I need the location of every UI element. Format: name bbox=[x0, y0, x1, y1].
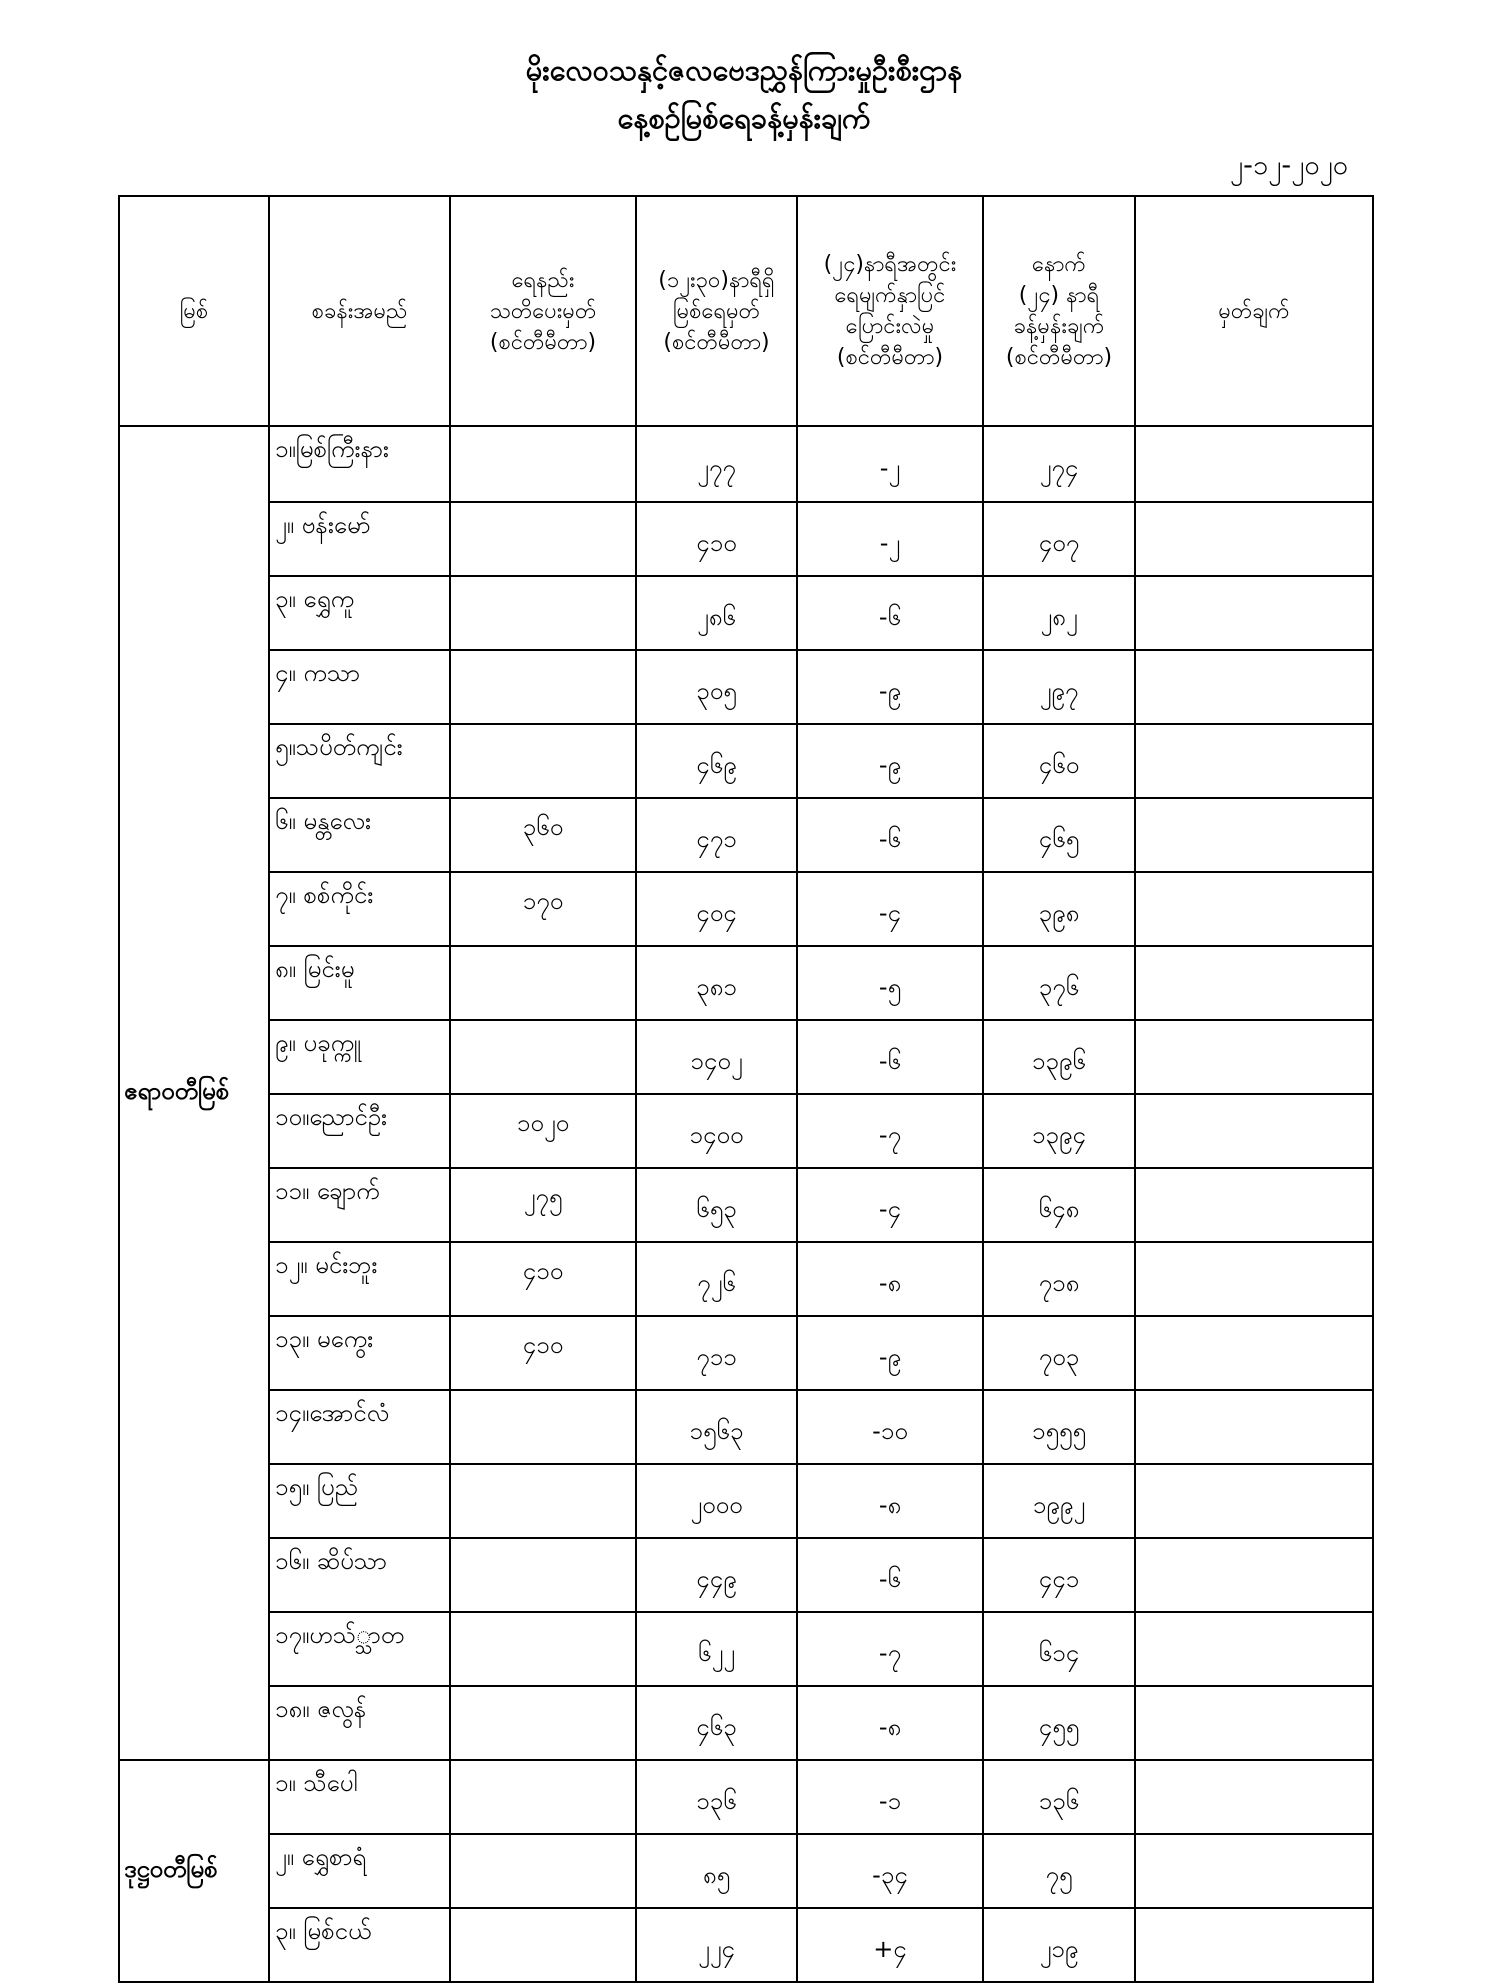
header-row bbox=[119, 196, 1373, 426]
change-cell: -၆ bbox=[797, 576, 983, 650]
water-level-cell: ၄၁၀ bbox=[636, 502, 797, 576]
column-header-line: ခန့်မှန်းချက် bbox=[1013, 314, 1105, 339]
change-cell: -၇ bbox=[797, 1094, 983, 1168]
table-row bbox=[119, 1834, 1373, 1908]
station-name-cell: ၁၅။ ပြည် bbox=[269, 1464, 450, 1538]
forecast-cell: ၆၁၄ bbox=[983, 1612, 1135, 1686]
remark-cell bbox=[1135, 724, 1373, 798]
station-name-cell: ၃။ မြစ်ငယ် bbox=[269, 1908, 450, 1982]
change-cell: -၉ bbox=[797, 1316, 983, 1390]
water-level-cell: ၆၅၃ bbox=[636, 1168, 797, 1242]
column-header-line: မြစ် bbox=[179, 298, 209, 324]
forecast-cell: ၂၉၇ bbox=[983, 650, 1135, 724]
column-header-warning-level bbox=[450, 196, 636, 426]
warning-level-cell: ၁၀၂၀ bbox=[450, 1094, 636, 1168]
remark-cell bbox=[1135, 1834, 1373, 1908]
water-level-cell: ၃၈၁ bbox=[636, 946, 797, 1020]
column-header-line: မှတ်ချက် bbox=[1218, 298, 1290, 324]
station-name-cell: ၈။ မြင်းမူ bbox=[269, 946, 450, 1020]
change-cell: -၁ bbox=[797, 1760, 983, 1834]
station-name-cell: ၄။ ကသာ bbox=[269, 650, 450, 724]
forecast-cell: ၁၃၉၄ bbox=[983, 1094, 1135, 1168]
forecast-cell: ၇၁၈ bbox=[983, 1242, 1135, 1316]
change-cell: -၅ bbox=[797, 946, 983, 1020]
change-cell: -၁၀ bbox=[797, 1390, 983, 1464]
station-name-cell: ၁၁။ ချောက် bbox=[269, 1168, 450, 1242]
water-level-cell: ၇၁၁ bbox=[636, 1316, 797, 1390]
forecast-cell: ၄၆၀ bbox=[983, 724, 1135, 798]
change-cell: -၈ bbox=[797, 1686, 983, 1760]
station-name-cell: ၁။ သီပေါ bbox=[269, 1760, 450, 1834]
column-header-line: ရေမျက်နှာပြင် bbox=[834, 283, 946, 308]
report-date: ၂-၁၂-၂၀၂၀ bbox=[1229, 150, 1348, 181]
water-level-cell: ၂၂၄ bbox=[636, 1908, 797, 1982]
warning-level-cell bbox=[450, 1760, 636, 1834]
table-body bbox=[119, 426, 1373, 1982]
station-name-cell: ၁၆။ ဆိပ်သာ bbox=[269, 1538, 450, 1612]
table-row bbox=[119, 1760, 1373, 1834]
water-level-cell: ၈၅ bbox=[636, 1834, 797, 1908]
table-row bbox=[119, 798, 1373, 872]
forecast-cell: ၁၃၉၆ bbox=[983, 1020, 1135, 1094]
table-row bbox=[119, 1094, 1373, 1168]
page-subtitle: နေ့စဉ်မြစ်ရေခန့်မှန်းချက် bbox=[617, 101, 871, 135]
table-row bbox=[119, 650, 1373, 724]
station-name-cell: ၁၇။ဟသ်္သာတ bbox=[269, 1612, 450, 1686]
remark-cell bbox=[1135, 872, 1373, 946]
water-level-cell: ၁၅၆၃ bbox=[636, 1390, 797, 1464]
change-cell: -၆ bbox=[797, 798, 983, 872]
column-header-line: (စင်တီမီတာ) bbox=[489, 329, 597, 355]
station-name-cell: ၁၄။အောင်လံ bbox=[269, 1390, 450, 1464]
water-level-cell: ၇၂၆ bbox=[636, 1242, 797, 1316]
forecast-cell: ၁၃၆ bbox=[983, 1760, 1135, 1834]
column-header-water-level bbox=[636, 196, 797, 426]
water-level-cell: ၃၀၅ bbox=[636, 650, 797, 724]
table-row bbox=[119, 1390, 1373, 1464]
forecast-cell: ၁၉၉၂ bbox=[983, 1464, 1135, 1538]
warning-level-cell: ၃၆၀ bbox=[450, 798, 636, 872]
station-name-cell: ၁၈။ ဇလွန် bbox=[269, 1686, 450, 1760]
water-level-cell: ၁၃၆ bbox=[636, 1760, 797, 1834]
warning-level-cell: ၁၇၀ bbox=[450, 872, 636, 946]
table-row bbox=[119, 1464, 1373, 1538]
forecast-cell: ၇၅ bbox=[983, 1834, 1135, 1908]
warning-level-cell bbox=[450, 426, 636, 502]
column-header-line: ပြောင်းလဲမှု bbox=[845, 314, 935, 339]
table-row bbox=[119, 1908, 1373, 1982]
page-title: မိုးလေဝသနှင့်ဇလဗေဒညွှန်ကြားမှုဦးစီးဌာန bbox=[525, 53, 963, 87]
forecast-cell: ၂၁၉ bbox=[983, 1908, 1135, 1982]
warning-level-cell bbox=[450, 946, 636, 1020]
forecast-cell: ၃၉၈ bbox=[983, 872, 1135, 946]
forecast-cell: ၇၀၃ bbox=[983, 1316, 1135, 1390]
column-header-line: မြစ်ရေမှတ် bbox=[672, 298, 761, 324]
change-cell: -၉ bbox=[797, 650, 983, 724]
table-row bbox=[119, 1020, 1373, 1094]
forecast-cell: ၄၆၅ bbox=[983, 798, 1135, 872]
remark-cell bbox=[1135, 1094, 1373, 1168]
table-row bbox=[119, 1538, 1373, 1612]
warning-level-cell bbox=[450, 1020, 636, 1094]
station-name-cell: ၆။ မန္တလေး bbox=[269, 798, 450, 872]
warning-level-cell bbox=[450, 650, 636, 724]
warning-level-cell: ၄၁၀ bbox=[450, 1316, 636, 1390]
water-level-cell: ၂၈၆ bbox=[636, 576, 797, 650]
forecast-cell: ၂၈၂ bbox=[983, 576, 1135, 650]
table-row bbox=[119, 1242, 1373, 1316]
column-header-line: သတိပေးမှတ် bbox=[489, 298, 597, 324]
column-header-line: (၂၄)နာရီအတွင်း bbox=[823, 252, 957, 277]
water-level-cell: ၆၂၂ bbox=[636, 1612, 797, 1686]
table-row bbox=[119, 502, 1373, 576]
river-name: ဒုဋ္ဌဝတီမြစ် bbox=[119, 1760, 269, 1982]
station-name-cell: ၁၀။ညောင်ဦး bbox=[269, 1094, 450, 1168]
remark-cell bbox=[1135, 502, 1373, 576]
station-name-cell: ၁၂။ မင်းဘူး bbox=[269, 1242, 450, 1316]
remark-cell bbox=[1135, 576, 1373, 650]
remark-cell bbox=[1135, 426, 1373, 502]
change-cell: -၄ bbox=[797, 872, 983, 946]
change-cell: -၈ bbox=[797, 1464, 983, 1538]
warning-level-cell bbox=[450, 502, 636, 576]
change-cell: -၇ bbox=[797, 1612, 983, 1686]
column-header-line: (စင်တီမီတာ) bbox=[1005, 345, 1113, 370]
water-level-cell: ၂၇၇ bbox=[636, 426, 797, 502]
station-name-cell: ၁။မြစ်ကြီးနား bbox=[269, 426, 450, 502]
change-cell: -၂ bbox=[797, 426, 983, 502]
forecast-cell: ၃၇၆ bbox=[983, 946, 1135, 1020]
table-row bbox=[119, 724, 1373, 798]
table-row bbox=[119, 1612, 1373, 1686]
change-cell: +၄ bbox=[797, 1908, 983, 1982]
remark-cell bbox=[1135, 1168, 1373, 1242]
warning-level-cell bbox=[450, 1464, 636, 1538]
column-header-line: (စင်တီမီတာ) bbox=[836, 345, 944, 370]
river-level-table bbox=[118, 195, 1374, 1983]
warning-level-cell bbox=[450, 1686, 636, 1760]
table-row bbox=[119, 576, 1373, 650]
water-level-cell: ၂၀၀၀ bbox=[636, 1464, 797, 1538]
table-row bbox=[119, 872, 1373, 946]
water-level-cell: ၄၄၉ bbox=[636, 1538, 797, 1612]
change-cell: -၆ bbox=[797, 1020, 983, 1094]
station-name-cell: ၅။သပိတ်ကျင်း bbox=[269, 724, 450, 798]
forecast-cell: ၂၇၄ bbox=[983, 426, 1135, 502]
column-header-line: ရေနည်း bbox=[511, 267, 575, 293]
forecast-cell: ၆၄၈ bbox=[983, 1168, 1135, 1242]
warning-level-cell bbox=[450, 1834, 636, 1908]
table-row bbox=[119, 1316, 1373, 1390]
column-header-station bbox=[269, 196, 450, 426]
change-cell: -၈ bbox=[797, 1242, 983, 1316]
station-name-cell: ၂။ ဗန်းမော် bbox=[269, 502, 450, 576]
remark-cell bbox=[1135, 1538, 1373, 1612]
column-header-remark bbox=[1135, 196, 1373, 426]
remark-cell bbox=[1135, 1242, 1373, 1316]
forecast-cell: ၄၅၅ bbox=[983, 1686, 1135, 1760]
forecast-cell: ၄၄၁ bbox=[983, 1538, 1135, 1612]
column-header-line: (၂၄) နာရီ bbox=[1018, 283, 1100, 308]
water-level-cell: ၄၀၄ bbox=[636, 872, 797, 946]
water-level-cell: ၄၆၉ bbox=[636, 724, 797, 798]
warning-level-cell bbox=[450, 724, 636, 798]
change-cell: -၄ bbox=[797, 1168, 983, 1242]
forecast-cell: ၄၀၇ bbox=[983, 502, 1135, 576]
remark-cell bbox=[1135, 1390, 1373, 1464]
water-level-cell: ၁၄၀၀ bbox=[636, 1094, 797, 1168]
warning-level-cell bbox=[450, 1390, 636, 1464]
column-header-24h-change bbox=[797, 196, 983, 426]
column-header-forecast bbox=[983, 196, 1135, 426]
remark-cell bbox=[1135, 1316, 1373, 1390]
remark-cell bbox=[1135, 1686, 1373, 1760]
remark-cell bbox=[1135, 1908, 1373, 1982]
warning-level-cell bbox=[450, 1612, 636, 1686]
change-cell: -၉ bbox=[797, 724, 983, 798]
table-row bbox=[119, 1686, 1373, 1760]
table-row bbox=[119, 426, 1373, 502]
column-header-river bbox=[119, 196, 269, 426]
table-row bbox=[119, 946, 1373, 1020]
station-name-cell: ၂။ ရွှေစာရံ bbox=[269, 1834, 450, 1908]
station-name-cell: ၁၃။ မကွေး bbox=[269, 1316, 450, 1390]
warning-level-cell bbox=[450, 1538, 636, 1612]
column-header-line: နောက် bbox=[1032, 252, 1086, 277]
column-header-line: စခန်းအမည် bbox=[311, 298, 408, 324]
station-name-cell: ၉။ ပခုက္ကူ bbox=[269, 1020, 450, 1094]
warning-level-cell bbox=[450, 576, 636, 650]
station-name-cell: ၃။ ရွှေကူ bbox=[269, 576, 450, 650]
remark-cell bbox=[1135, 1612, 1373, 1686]
column-header-line: (စင်တီမီတာ) bbox=[663, 329, 770, 355]
warning-level-cell: ၄၁၀ bbox=[450, 1242, 636, 1316]
change-cell: -၂ bbox=[797, 502, 983, 576]
water-level-cell: ၄၇၁ bbox=[636, 798, 797, 872]
forecast-cell: ၁၅၅၅ bbox=[983, 1390, 1135, 1464]
change-cell: -၃၄ bbox=[797, 1834, 983, 1908]
remark-cell bbox=[1135, 946, 1373, 1020]
station-name-cell: ၇။ စစ်ကိုင်း bbox=[269, 872, 450, 946]
remark-cell bbox=[1135, 1020, 1373, 1094]
water-level-cell: ၁၄၀၂ bbox=[636, 1020, 797, 1094]
change-cell: -၆ bbox=[797, 1538, 983, 1612]
warning-level-cell bbox=[450, 1908, 636, 1982]
column-header-line: (၁၂း၃၀)နာရီရှိ bbox=[658, 267, 775, 293]
remark-cell bbox=[1135, 650, 1373, 724]
river-name: ဧရာဝတီမြစ် bbox=[119, 426, 269, 1760]
warning-level-cell: ၂၇၅ bbox=[450, 1168, 636, 1242]
table-row bbox=[119, 1168, 1373, 1242]
remark-cell bbox=[1135, 1464, 1373, 1538]
remark-cell bbox=[1135, 1760, 1373, 1834]
water-level-cell: ၄၆၃ bbox=[636, 1686, 797, 1760]
remark-cell bbox=[1135, 798, 1373, 872]
